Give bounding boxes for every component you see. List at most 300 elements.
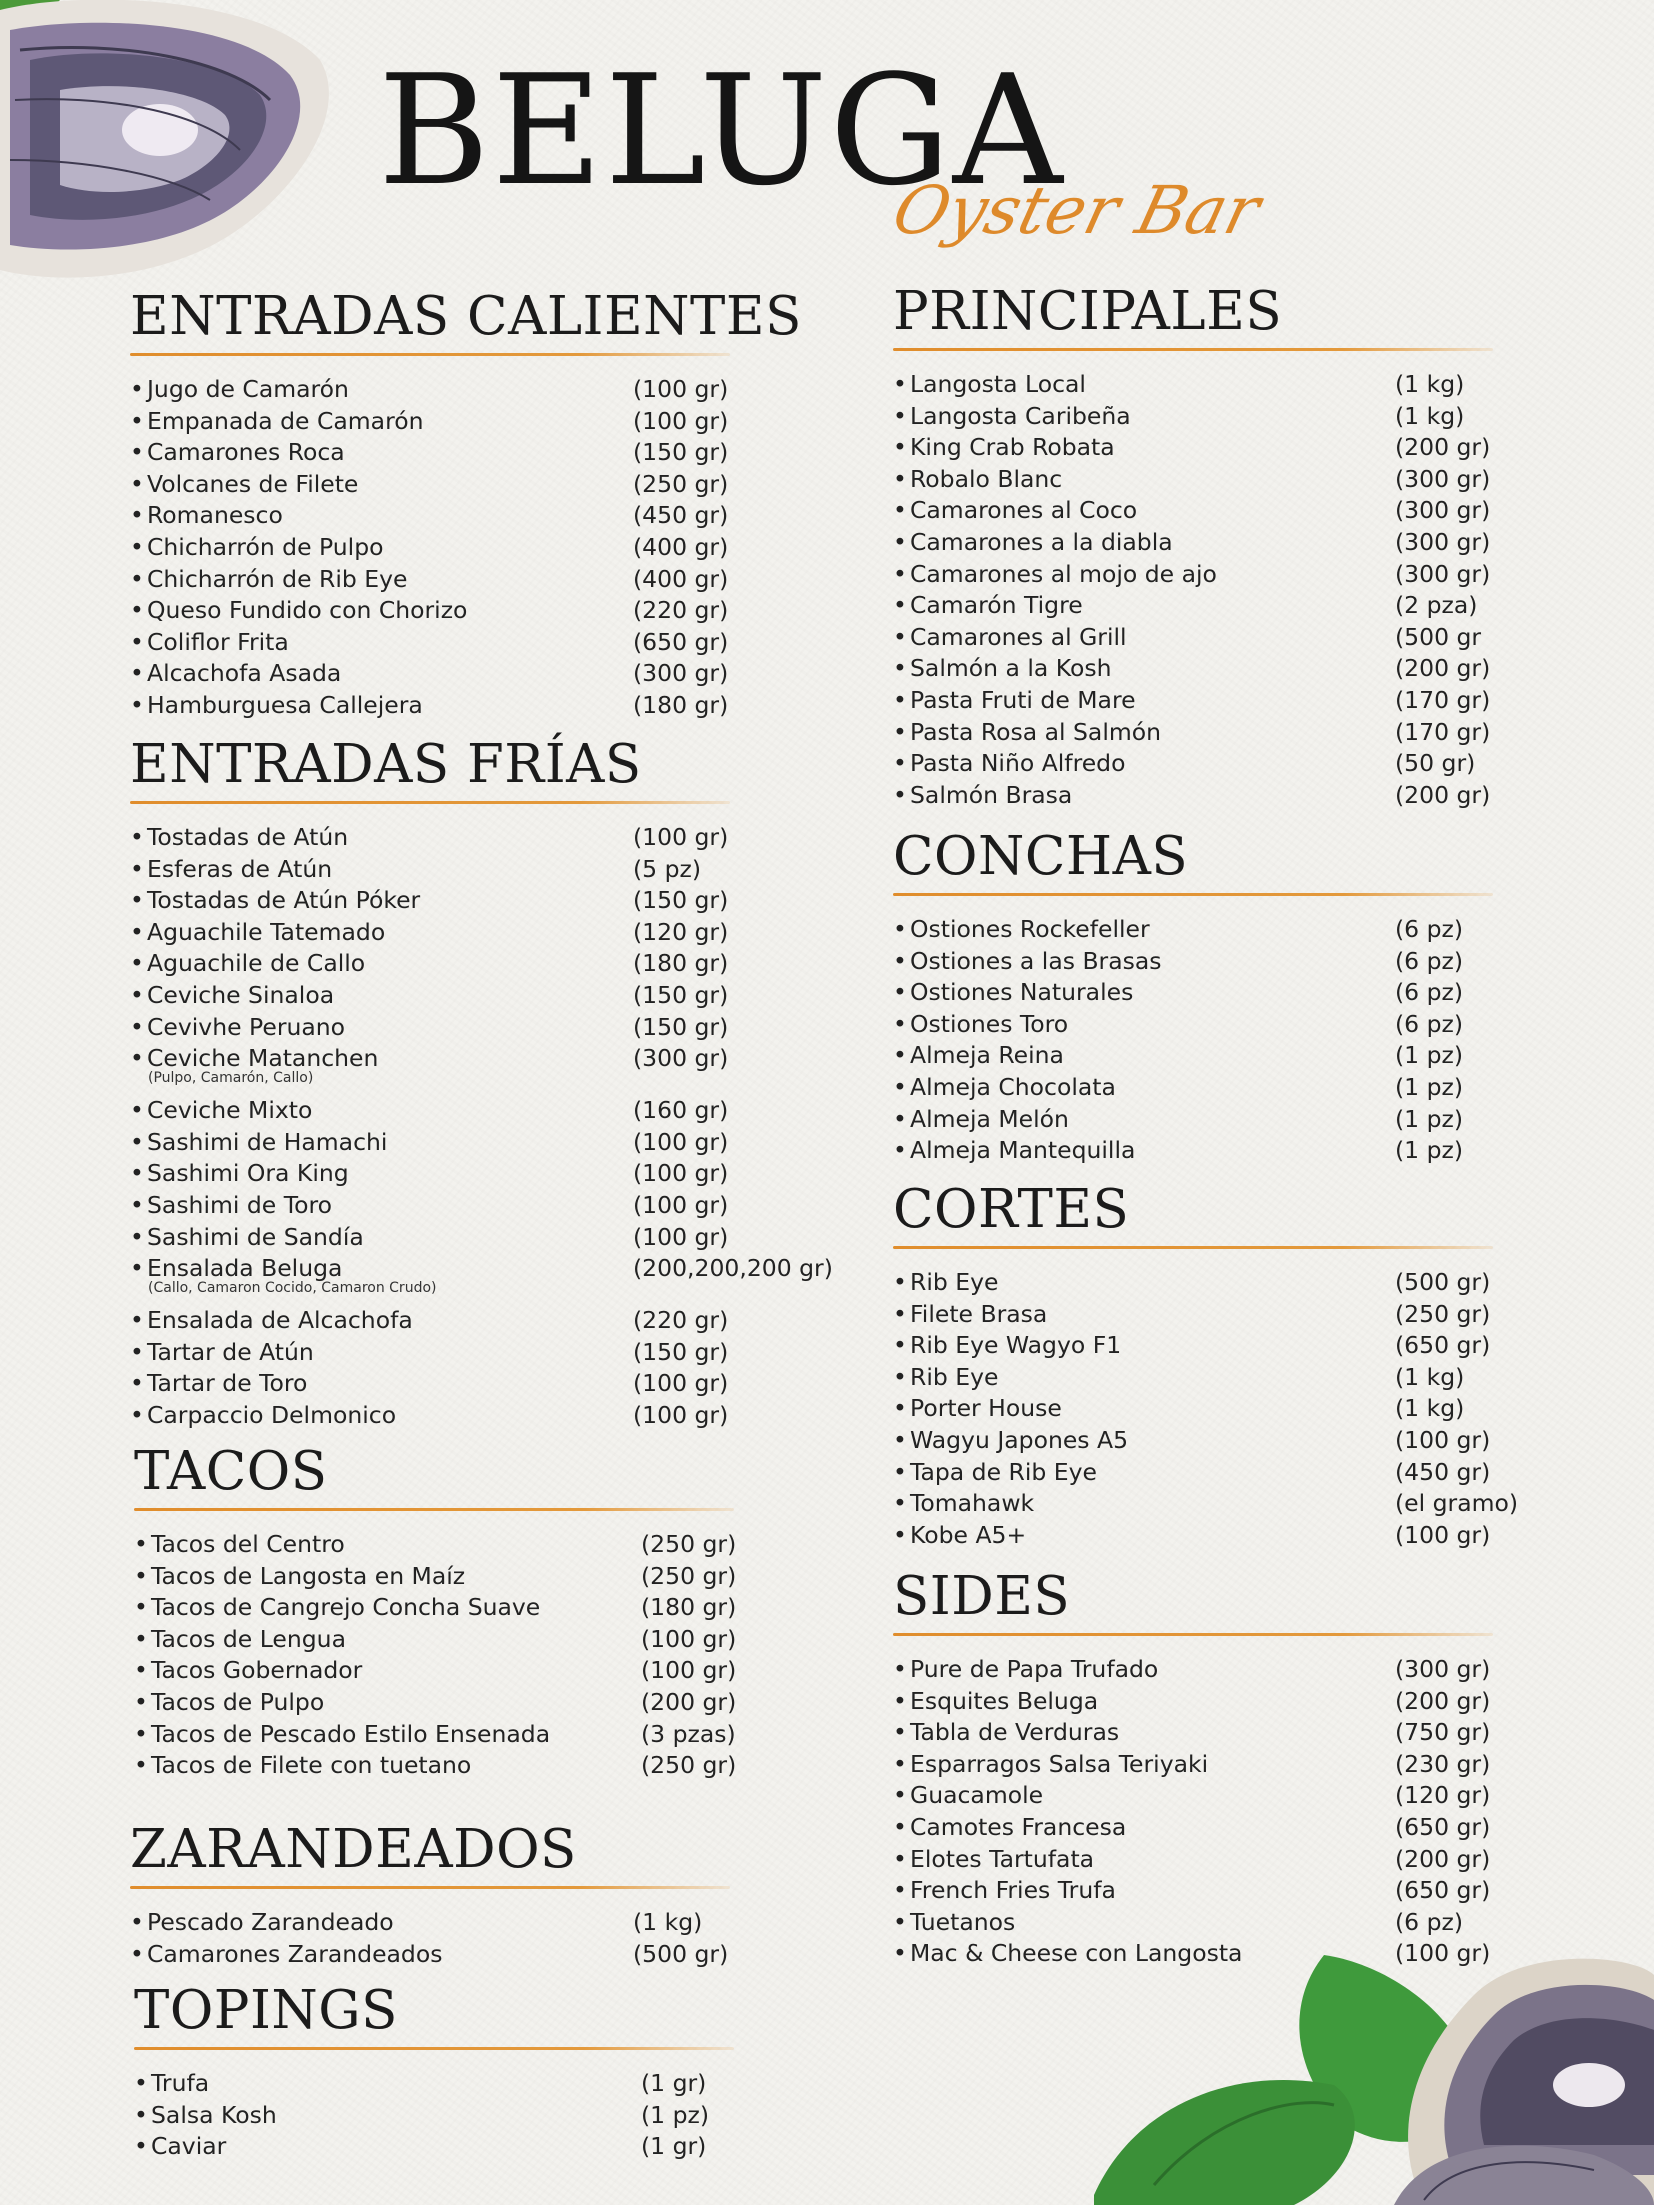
menu-item-portion: (1 kg) [1395, 401, 1465, 430]
bullet-icon: • [893, 370, 907, 398]
menu-item [134, 1624, 737, 1656]
menu-item-name: Coliflor Frita [147, 627, 289, 656]
section-conchas [893, 826, 1493, 1167]
menu-item-name: Almeja Melón [910, 1104, 1069, 1133]
menu-item [893, 464, 1493, 496]
menu-item [893, 1393, 1493, 1425]
section-divider [130, 801, 730, 804]
menu-item-name: Chicharrón de Rib Eye [147, 564, 408, 593]
bullet-icon: • [130, 823, 144, 851]
menu-item [893, 685, 1493, 717]
menu-item-portion: (1 kg) [1395, 1394, 1465, 1423]
menu-item-portion: (250 gr) [641, 1751, 737, 1780]
brand-subtitle: Oyster Bar [885, 172, 1268, 249]
menu-item-portion: (1 pz) [1395, 1041, 1464, 1070]
bullet-icon: • [893, 1299, 907, 1328]
menu-item-name: Ceviche Sinaloa [147, 980, 335, 1009]
menu-item-portion: (300 gr) [633, 659, 729, 688]
menu-item [130, 1368, 730, 1400]
menu-item [893, 1654, 1493, 1686]
menu-item [893, 432, 1493, 464]
menu-item-portion: (650 gr) [633, 627, 729, 656]
menu-item-portion: (100 gr) [633, 375, 729, 403]
menu-item-note: (Callo, Camaron Cocido, Camaron Crudo) [148, 1280, 437, 1297]
bullet-icon: • [893, 1331, 907, 1360]
menu-item [893, 1812, 1493, 1844]
brand-title: BELUGA [378, 42, 1065, 219]
bullet-icon: • [130, 406, 144, 435]
menu-item-name: Tostadas de Atún Póker [147, 886, 421, 915]
menu-item-name: Ceviche Matanchen [147, 1044, 379, 1073]
bullet-icon: • [130, 917, 144, 946]
oyster-illustration-bottom-right [1094, 1945, 1654, 2205]
bullet-icon: • [130, 949, 144, 978]
menu-item-portion: (el gramo) [1395, 1489, 1519, 1518]
bullet-icon: • [893, 1655, 907, 1683]
menu-item-portion: (160 gr) [633, 1096, 729, 1125]
menu-item-name: Rib Eye [910, 1268, 999, 1296]
menu-item-name: King Crab Robata [910, 433, 1115, 462]
menu-item [893, 1844, 1493, 1876]
bullet-icon: • [893, 622, 907, 651]
menu-item-portion: (500 gr [1395, 622, 1482, 651]
bullet-icon: • [130, 1159, 144, 1188]
menu-item [893, 1717, 1493, 1749]
bullet-icon: • [893, 685, 907, 714]
menu-item [893, 1267, 1493, 1299]
menu-item-name: Elotes Tartufata [910, 1844, 1095, 1873]
menu-item-name: Pasta Fruti de Mare [910, 685, 1136, 714]
menu-item-name: Porter House [910, 1394, 1062, 1423]
section-divider [893, 348, 1493, 351]
section-title: ZARANDEADOS [130, 1819, 577, 1880]
menu-item [893, 780, 1493, 812]
menu-item-note: (Pulpo, Camarón, Callo) [148, 1070, 314, 1087]
bullet-icon: • [893, 1907, 907, 1936]
menu-item-name: Sashimi de Sandía [147, 1222, 364, 1251]
menu-item-portion: (50 gr) [1395, 749, 1476, 778]
bullet-icon: • [130, 1127, 144, 1156]
menu-item [134, 1529, 737, 1561]
menu-item [134, 1750, 737, 1782]
menu-item [130, 1253, 833, 1305]
menu-item-portion: (200 gr) [1395, 1844, 1491, 1873]
menu-item-name: Trufa [151, 2069, 210, 2097]
menu-item-portion: (100 gr) [1395, 1425, 1491, 1454]
menu-item-portion: (6 pz) [1395, 1009, 1464, 1038]
section-title: TOPINGS [134, 1980, 398, 2041]
menu-item [893, 495, 1493, 527]
bullet-icon: • [130, 854, 144, 883]
menu-item-name: Tartar de Atún [147, 1337, 314, 1366]
menu-item-name: Tacos de Cangrejo Concha Suave [151, 1593, 541, 1622]
bullet-icon: • [130, 1222, 144, 1251]
menu-item-name: Camarones Zarandeados [147, 1939, 443, 1968]
menu-item-portion: (500 gr) [633, 1939, 729, 1968]
menu-item [893, 1686, 1493, 1718]
bullet-icon: • [130, 1939, 144, 1968]
menu-item-portion: (400 gr) [633, 532, 729, 561]
bullet-icon: • [130, 1908, 144, 1936]
bullet-icon: • [130, 1012, 144, 1041]
menu-item-name: Pescado Zarandeado [147, 1908, 394, 1936]
menu-item [130, 658, 730, 690]
menu-item-portion: (100 gr) [633, 406, 729, 435]
menu-item-name: Camarones al Coco [910, 496, 1138, 525]
menu-item-portion: (100 gr) [633, 823, 729, 851]
menu-item [130, 690, 730, 722]
menu-item [134, 1561, 737, 1593]
menu-item-portion: (5 pz) [633, 854, 702, 883]
bullet-icon: • [893, 1041, 907, 1070]
bullet-icon: • [893, 1009, 907, 1038]
menu-item-name: Tacos Gobernador [151, 1656, 363, 1685]
menu-item [134, 1719, 734, 1751]
bullet-icon: • [130, 564, 144, 593]
menu-item-name: Ensalada Beluga [147, 1254, 343, 1283]
menu-item-name: Tostadas de Atún [147, 823, 349, 851]
menu-item [130, 627, 730, 659]
bullet-icon: • [893, 749, 907, 778]
item-list [130, 374, 730, 722]
menu-item [893, 401, 1493, 433]
menu-item [130, 374, 730, 406]
bullet-icon: • [130, 375, 144, 403]
menu-item-portion: (250 gr) [1395, 1299, 1491, 1328]
menu-item-portion: (6 pz) [1395, 978, 1464, 1007]
section-divider [130, 1886, 730, 1889]
menu-item-name: Alcachofa Asada [147, 659, 342, 688]
bullet-icon: • [134, 1530, 148, 1558]
menu-item-portion: (1 pz) [1395, 1072, 1464, 1101]
menu-item [134, 1592, 737, 1624]
menu-item-portion: (1 kg) [1395, 370, 1465, 398]
menu-item [130, 1158, 730, 1190]
menu-item-name: Tacos de Pulpo [151, 1687, 325, 1716]
menu-item-portion: (3 pzas) [641, 1719, 736, 1748]
menu-item-portion: (300 gr) [1395, 1655, 1491, 1683]
menu-item-portion: (250 gr) [641, 1561, 737, 1590]
menu-item-portion: (1 pz) [1395, 1104, 1464, 1133]
section-title: ENTRADAS CALIENTES [130, 286, 802, 347]
menu-item-name: Tacos de Langosta en Maíz [151, 1561, 466, 1590]
menu-item [130, 1127, 730, 1159]
section-entradas-frias [130, 734, 833, 1432]
menu-item-name: Sashimi de Toro [147, 1190, 332, 1219]
menu-item-portion: (200 gr) [1395, 780, 1491, 809]
menu-item [893, 1780, 1493, 1812]
bullet-icon: • [134, 1624, 148, 1653]
menu-item-name: Kobe A5+ [910, 1520, 1027, 1549]
menu-item [893, 1425, 1493, 1457]
menu-item-name: Camarones al Grill [910, 622, 1127, 651]
menu-item-name: Tartar de Toro [147, 1369, 308, 1398]
bullet-icon: • [893, 654, 907, 683]
menu-item-portion: (100 gr) [1395, 1939, 1491, 1968]
menu-item [130, 469, 730, 501]
menu-item-portion: (200 gr) [1395, 654, 1491, 683]
menu-item-portion: (100 gr) [633, 1369, 729, 1398]
menu-item-name: Tomahawk [910, 1489, 1035, 1518]
menu-item [893, 1072, 1493, 1104]
menu-item [893, 1907, 1493, 1939]
menu-item-portion: (450 gr) [1395, 1457, 1491, 1486]
bullet-icon: • [130, 627, 144, 656]
menu-item [893, 1749, 1493, 1781]
menu-item-name: Esferas de Atún [147, 854, 333, 883]
menu-item-name: Sashimi Ora King [147, 1159, 349, 1188]
menu-item [130, 980, 730, 1012]
menu-item-portion: (650 gr) [1395, 1876, 1491, 1905]
bullet-icon: • [893, 1876, 907, 1905]
menu-item [130, 1190, 730, 1222]
bullet-icon: • [893, 527, 907, 556]
bullet-icon: • [130, 596, 144, 625]
menu-item-name: Robalo Blanc [910, 464, 1063, 493]
item-list [130, 822, 833, 1432]
bullet-icon: • [893, 1749, 907, 1778]
menu-item [130, 1939, 730, 1971]
menu-item-name: Hamburguesa Callejera [147, 690, 423, 719]
menu-item-name: Filete Brasa [910, 1299, 1048, 1328]
menu-item-portion: (2 pza) [1395, 591, 1478, 620]
menu-item-name: Empanada de Camarón [147, 406, 424, 435]
bullet-icon: • [134, 2069, 148, 2097]
menu-item-name: Almeja Mantequilla [910, 1136, 1136, 1165]
menu-item-name: Jugo de Camarón [147, 375, 349, 403]
bullet-icon: • [893, 1686, 907, 1715]
menu-item-name: Ostiones Naturales [910, 978, 1134, 1007]
menu-item-name: Salmón a la Kosh [910, 654, 1112, 683]
menu-item-portion: (650 gr) [1395, 1331, 1491, 1360]
menu-item [130, 1012, 730, 1044]
menu-item [893, 1520, 1493, 1552]
menu-item-portion: (170 gr) [1395, 717, 1491, 746]
menu-item-name: Camarones Roca [147, 438, 345, 467]
bullet-icon: • [130, 1369, 144, 1398]
menu-item [893, 946, 1493, 978]
bullet-icon: • [893, 1489, 907, 1518]
menu-item-portion: (220 gr) [633, 1306, 729, 1335]
menu-item [893, 1040, 1493, 1072]
menu-item-name: Wagyu Japones A5 [910, 1425, 1129, 1454]
bullet-icon: • [893, 1718, 907, 1747]
menu-item-portion: (300 gr) [1395, 464, 1491, 493]
menu-item [893, 1488, 1519, 1520]
bullet-icon: • [893, 780, 907, 809]
menu-item-portion: (200 gr) [1395, 433, 1491, 462]
menu-item-portion: (120 gr) [633, 917, 729, 946]
menu-item-name: Pasta Rosa al Salmón [910, 717, 1162, 746]
bullet-icon: • [893, 401, 907, 430]
bullet-icon: • [134, 1719, 148, 1748]
menu-item [893, 1362, 1493, 1394]
menu-item-portion: (170 gr) [1395, 685, 1491, 714]
menu-item [893, 590, 1493, 622]
menu-item-portion: (300 gr) [1395, 527, 1491, 556]
menu-item-portion: (180 gr) [633, 690, 729, 719]
menu-item [130, 595, 730, 627]
bullet-icon: • [130, 690, 144, 719]
bullet-icon: • [130, 1190, 144, 1219]
section-title: CORTES [893, 1179, 1130, 1240]
bullet-icon: • [130, 501, 144, 530]
menu-item-name: Guacamole [910, 1781, 1044, 1810]
menu-item [893, 1299, 1493, 1331]
menu-item-name: Ostiones Rockefeller [910, 915, 1150, 943]
section-entradas-calientes [130, 286, 802, 722]
bullet-icon: • [893, 1457, 907, 1486]
menu-item [893, 1457, 1493, 1489]
bullet-icon: • [130, 659, 144, 688]
bullet-icon: • [893, 433, 907, 462]
menu-item [130, 406, 730, 438]
menu-item [130, 1907, 730, 1939]
menu-item-portion: (100 gr) [641, 1656, 737, 1685]
menu-item-name: Cevivhe Peruano [147, 1012, 346, 1041]
menu-item [134, 2100, 734, 2132]
section-divider [130, 353, 730, 356]
menu-item [893, 977, 1493, 1009]
menu-item [893, 1938, 1493, 1970]
bullet-icon: • [893, 1268, 907, 1296]
menu-item [893, 1135, 1493, 1167]
bullet-icon: • [134, 1593, 148, 1622]
menu-item-portion: (250 gr) [641, 1530, 737, 1558]
menu-item-name: Tuetanos [910, 1907, 1016, 1936]
bullet-icon: • [130, 1400, 144, 1429]
bullet-icon: • [134, 1656, 148, 1685]
menu-item-name: Romanesco [147, 501, 283, 530]
oyster-illustration-top-left [0, 0, 340, 290]
section-tacos [134, 1441, 737, 1782]
menu-item-name: Camarones al mojo de ajo [910, 559, 1217, 588]
bullet-icon: • [893, 1362, 907, 1391]
menu-item [130, 948, 730, 980]
section-sides [893, 1566, 1493, 1970]
menu-item-name: Aguachile de Callo [147, 949, 366, 978]
menu-item-name: Salsa Kosh [151, 2100, 277, 2129]
menu-item-name: Chicharrón de Pulpo [147, 532, 384, 561]
bullet-icon: • [893, 946, 907, 975]
menu-item-name: Rib Eye Wagyo F1 [910, 1331, 1122, 1360]
bullet-icon: • [893, 1072, 907, 1101]
menu-item-name: Volcanes de Filete [147, 469, 359, 498]
bullet-icon: • [893, 717, 907, 746]
bullet-icon: • [893, 1136, 907, 1165]
menu-item-name: Esquites Beluga [910, 1686, 1099, 1715]
item-list [134, 1529, 737, 1782]
menu-item [130, 917, 730, 949]
menu-item-name: Camotes Francesa [910, 1812, 1127, 1841]
menu-item-portion: (1 kg) [1395, 1362, 1465, 1391]
menu-item-portion: (150 gr) [633, 1012, 729, 1041]
menu-item [130, 822, 730, 854]
menu-item-name: Salmón Brasa [910, 780, 1073, 809]
menu-item [134, 2131, 734, 2163]
bullet-icon: • [130, 438, 144, 467]
menu-item-portion: (100 gr) [633, 1127, 729, 1156]
menu-item-name: Ostiones Toro [910, 1009, 1069, 1038]
menu-item-portion: (100 gr) [641, 1624, 737, 1653]
menu-item-name: Camarón Tigre [910, 591, 1083, 620]
menu-item-portion: (100 gr) [633, 1222, 729, 1251]
menu-item [134, 2068, 734, 2100]
section-divider [893, 1246, 1493, 1249]
menu-item [134, 1687, 737, 1719]
bullet-icon: • [134, 2132, 148, 2161]
menu-item-portion: (150 gr) [633, 1337, 729, 1366]
menu-item-name: Almeja Reina [910, 1041, 1064, 1070]
menu-item [893, 653, 1493, 685]
menu-item-portion: (200,200,200 gr) [633, 1254, 833, 1283]
menu-item-name: Aguachile Tatemado [147, 917, 386, 946]
bullet-icon: • [893, 1104, 907, 1133]
menu-item-name: Pure de Papa Trufado [910, 1655, 1159, 1683]
bullet-icon: • [130, 980, 144, 1009]
section-divider [893, 893, 1493, 896]
section-title: PRINCIPALES [893, 281, 1283, 342]
menu-item-portion: (300 gr) [1395, 559, 1491, 588]
menu-item-portion: (300 gr) [1395, 496, 1491, 525]
menu-item-portion: (100 gr) [633, 1190, 729, 1219]
menu-item-portion: (500 gr) [1395, 1268, 1491, 1296]
menu-item-name: Carpaccio Delmonico [147, 1400, 397, 1429]
menu-item-name: Pasta Niño Alfredo [910, 749, 1126, 778]
bullet-icon: • [134, 2100, 148, 2129]
menu-item-name: Tacos del Centro [151, 1530, 345, 1558]
menu-item-portion: (1 gr) [641, 2132, 707, 2161]
menu-item [893, 1875, 1493, 1907]
menu-item-name: Tabla de Verduras [910, 1718, 1120, 1747]
item-list [893, 914, 1493, 1167]
menu-item-portion: (400 gr) [633, 564, 729, 593]
item-list [893, 1654, 1493, 1970]
menu-item [130, 885, 730, 917]
menu-item-portion: (750 gr) [1395, 1718, 1491, 1747]
menu-item [130, 1043, 730, 1095]
section-title: CONCHAS [893, 826, 1189, 887]
section-topings [134, 1980, 734, 2163]
menu-item [893, 748, 1493, 780]
menu-item [893, 717, 1493, 749]
menu-item-name: Tacos de Filete con tuetano [151, 1751, 472, 1780]
menu-item [130, 1222, 730, 1254]
menu-item-portion: (200 gr) [641, 1687, 737, 1716]
menu-item-portion: (650 gr) [1395, 1812, 1491, 1841]
bullet-icon: • [893, 1520, 907, 1549]
menu-item-name: Ostiones a las Brasas [910, 946, 1162, 975]
menu-item [893, 914, 1493, 946]
menu-item-portion: (150 gr) [633, 438, 729, 467]
menu-item-name: Langosta Caribeña [910, 401, 1131, 430]
menu-item-portion: (200 gr) [1395, 1686, 1491, 1715]
menu-item-name: Rib Eye [910, 1362, 999, 1391]
item-list [893, 369, 1493, 811]
bullet-icon: • [130, 886, 144, 915]
section-divider [893, 1633, 1493, 1636]
menu-item-name: Esparragos Salsa Teriyaki [910, 1749, 1209, 1778]
section-divider [134, 1508, 734, 1511]
menu-item [893, 1009, 1493, 1041]
menu-item-name: French Fries Trufa [910, 1876, 1116, 1905]
menu-item-name: Tacos de Lengua [151, 1624, 346, 1653]
menu-item-portion: (1 gr) [641, 2069, 707, 2097]
bullet-icon: • [893, 1844, 907, 1873]
bullet-icon: • [130, 469, 144, 498]
menu-item [893, 527, 1493, 559]
bullet-icon: • [893, 1394, 907, 1423]
